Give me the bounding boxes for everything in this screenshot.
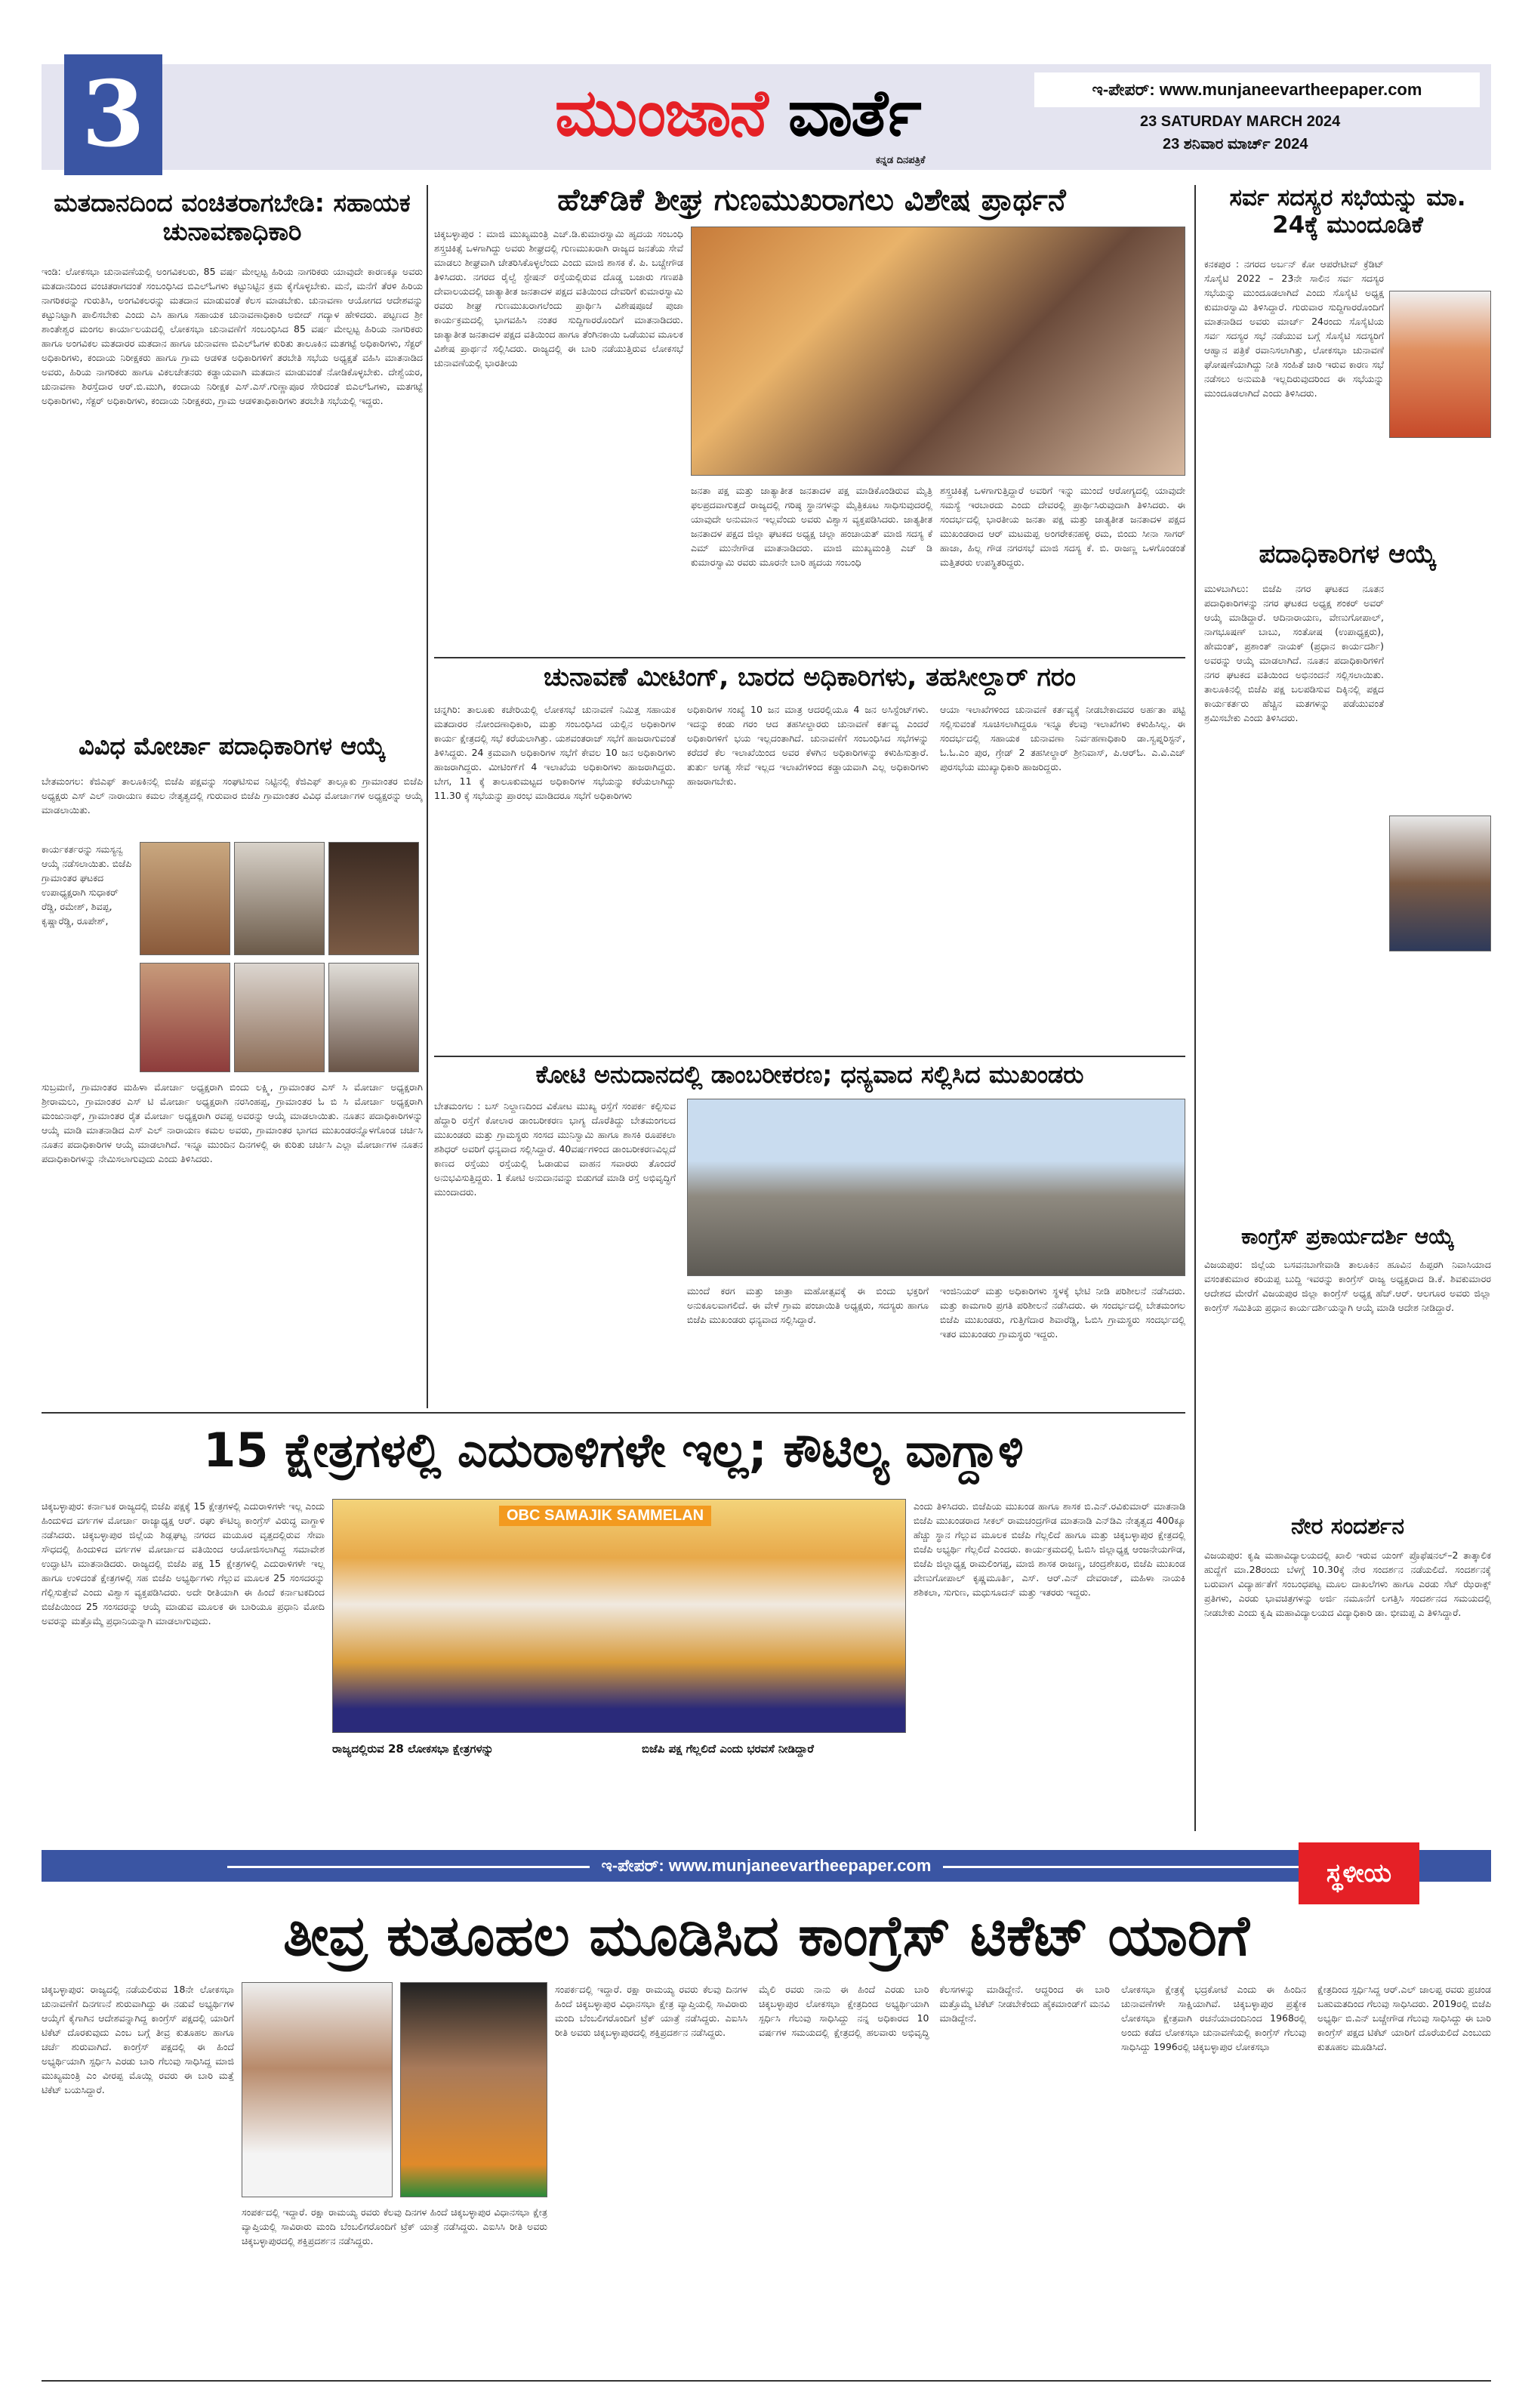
- page-number: 3: [64, 54, 162, 175]
- divider: [42, 1412, 1185, 1414]
- article-a11-col1: ಚಿಕ್ಕಬಳ್ಳಾಪುರ: ರಾಜ್ಯದಲ್ಲಿ ನಡೆಯಲಿರುವ 18ನೇ ಲೋಕಸಭಾ ಚುನಾವಣೆಗೆ ದಿನಗಣನೆ ಶುರುವಾಗಿದ್ದು ಈ ನಡುವೆ ಅಭ್ಯರ್ಥಿಗಳ ಆಯ್ಕೆಗೆ ಕೈಗಾಗಿನ ಆದೇಶವನ್ನಾಗಿದ್ದ ಕಾಂಗ್ರೆಸ್ ಪಕ್ಷದಲ್ಲಿ ಯಾರಿಗೆ ಟಿಕೆಟ್ ದೊರಕುವುದು ಎಂಬ ಬಗ್ಗೆ ತೀವ್ರ ಕುತೂಹಲ ಹಾಗೂ ಚರ್ಚೆ ಶುರುವಾಗಿದೆ. ಕಾಂಗ್ರೆಸ್ ಪಕ್ಷದಲ್ಲಿ ಈ ಹಿಂದೆ ಅಭ್ಯರ್ಥಿಯಾಗಿ ಸ್ಪರ್ಧಿಸಿ ಎರಡು ಬಾರಿ ಗೆಲುವು ಸಾಧಿಸಿದ್ದ ಮಾಜಿ ಮುಖ್ಯಮಂತ್ರಿ ಎಂ ವೀರಪ್ಪ ಮೊಯ್ಲಿ ರವರು ಈ ಬಾರಿ ಮತ್ತೆ ಟಿಕೆಟ್ ಬಯಸಿದ್ದಾರೆ.: [42, 1984, 234, 2095]
- headline-a9: ನೇರ ಸಂದರ್ಶನ: [1290, 1513, 1405, 1540]
- float-spacer: [1384, 816, 1491, 951]
- float-spacer: [1384, 257, 1491, 446]
- article-a9-body: ವಿಜಯಪುರ: ಕೃಷಿ ಮಹಾವಿದ್ಯಾಲಯದಲ್ಲಿ ಖಾಲಿ ಇರುವ ಯಂಗ್ ಪ್ರೊಫೆಷನಲ್–2 ತಾತ್ಕಾಲಿಕ ಹುದ್ದೆಗೆ ಮಾ.28ರಂದು ಬೆಳಗ್ಗೆ 10.30ಕ್ಕೆ ನೇರ ಸಂದರ್ಶನ ನಡೆಯಲಿದೆ. ಸಂದರ್ಶನಕ್ಕೆ ಬರುವಾಗ ವಿದ್ಯಾರ್ಹತೆಗೆ ಸಂಬಂಧಪಟ್ಟ ಮೂಲ ದಾಖಲೆಗಳು ಹಾಗೂ ಎರಡು ಸೆಟ್ ಝೆರಾಕ್ಸ್ ಪ್ರತಿಗಳು, ಎರಡು ಭಾವಚಿತ್ರಗಳನ್ನು ಅರ್ಜಿ ನಮೂನೆಗೆ ಲಗತ್ತಿಸಿ ಸಂದರ್ಶನದ ಸಮಯದಲ್ಲಿ ನೀಡಬೇಕು ಎಂದು ಕೃಷಿ ಮಹಾವಿದ್ಯಾಲಯದ ವಿದ್ಯಾಧಿಕಾರಿ ಡಾ. ಭೀಮಪ್ಪ ಎ ತಿಳಿಸಿದ್ದಾರೆ.: [1204, 1549, 1491, 1618]
- headline-a4: ಚುನಾವಣೆ ಮೀಟಿಂಗ್, ಬಾರದ ಅಧಿಕಾರಿಗಳು, ತಹಸೀಲ್ದಾರ್ ಗರಂ: [544, 662, 1076, 692]
- article-a7-body: [1204, 581, 1491, 1216]
- event-banner: OBC SAMAJIK SAMMELAN: [499, 1506, 711, 1526]
- photo-caption-left: ರಾಜ್ಯದಲ್ಲಿರುವ 28 ಲೋಕಸಭಾ ಕ್ಷೇತ್ರಗಳನ್ನು: [332, 1742, 494, 1756]
- article-a5-body2: ಮುಂದೆ ಕರಗ ಮತ್ತು ಜಾತ್ರಾ ಮಹೋತ್ಸವಕ್ಕೆ ಈ ಬಿಂದು ಭಕ್ತರಿಗೆ ಅನುಕೂಲವಾಗಲಿದೆ. ಈ ವೇಳೆ ಗ್ರಾಮ ಪಂಚಾಯಿತಿ ಅಧ್ಯಕ್ಷರು, ಸದಸ್ಯರು ಹಾಗೂ ಬಿಜೆಪಿ ಮುಖಂಡರು ಧನ್ಯವಾದ ಸಲ್ಲಿಸಿದ್ದಾರೆ.: [687, 1285, 929, 1325]
- portrait-photo: [234, 963, 325, 1072]
- headline-a8: ಕಾಂಗ್ರೆಸ್ ಪ್ರಕಾರ್ಯದರ್ಶಿ ಆಯ್ಕೆ: [1240, 1224, 1455, 1249]
- headline-a2: ವಿವಿಧ ಮೋರ್ಚಾ ಪದಾಧಿಕಾರಿಗಳ ಆಯ್ಕೆ: [79, 732, 386, 760]
- headline-a11: ತೀವ್ರ ಕುತೂಹಲ ಮೂಡಿಸಿದ ಕಾಂಗ್ರೆಸ್ ಟಿಕೆಟ್ ಯಾರಿಗೆ: [283, 1904, 1249, 1969]
- divider: [434, 657, 1185, 658]
- logo-black: ವಾರ್ತೆ: [787, 76, 920, 151]
- portrait-photo: [234, 842, 325, 955]
- headline-a6: ಸರ್ವ ಸದಸ್ಯರ ಸಭೆಯನ್ನು ಮಾ. 24ಕ್ಕೆ ಮುಂದೂಡಿಕೆ: [1229, 184, 1466, 239]
- date-english: 23 SATURDAY MARCH 2024: [1140, 113, 1341, 130]
- section-label: ಸ್ಥಳೀಯ: [1299, 1842, 1419, 1904]
- article-a1-body: ಇಂಡಿ: ಲೋಕಸಭಾ ಚುನಾವಣೆಯಲ್ಲಿ ಅಂಗವಿಕಲರು, 85 ವರ್ಷ ಮೇಲ್ಪಟ್ಟ ಹಿರಿಯ ನಾಗರಿಕರು ಯಾವುದೇ ಕಾರಣಕ್ಕೂ ಅವರು ಮತದಾನದಿಂದ ವಂಚಿತರಾಗದಂತೆ ಸಂಬಂಧಿಸಿದ ಬಿಎಲ್‌ಓಗಳು ಕಟ್ಟುನಿಟ್ಟಿನ ಕ್ರಮ ಕೈಗೊಳ್ಳಬೇಕು. ಮನೆ, ಮನೆಗೆ ತೆರಳಿ ಹಿರಿಯ ನಾಗರಿಕರನ್ನು ಗುರುತಿಸಿ, ಅಂಗವಿಕಲರನ್ನು ಮತದಾನ ಮಾಡುವಂತೆ ಕೆಲಸ ಮಾಡಬೇಕು. ಚುನಾವಣಾ ಆಯೋಗದ ಆದೇಶವನ್ನು ಕಟ್ಟುನಿಟ್ಟಾಗಿ ಪಾಲಿಸಬೇಕು ಎಂದು ಎಸಿ ಹಾಗೂ ಸಹಾಯಕ ಚುನಾವಣಾಧಿಕಾರಿ ಅಬೀದ್ ಗದ್ಯಾಳ ಹೇಳಿದರು. ಪಟ್ಟಣದ ಶ್ರೀ ಶಾಂತೇಶ್ವರ ಮಂಗಲ ಕಾರ್ಯಾಲಯದಲ್ಲಿ ಲೋಕಸಭಾ ಚುನಾವಣೆಗೆ ಸಂಬಂಧಿಸಿದ 85 ವರ್ಷ ಮೇಲ್ಪಟ್ಟ ಹಿರಿಯ ನಾಗರಿಕರು ಹಾಗೂ ಅಂಗವಿಕಲ ಮತದಾರರ ಮತದಾನ ಹಾಗೂ ಚುನಾವಣಾ ಬಿಎಲ್‌ಓಗಳ ಕುರಿತು ತಾಲೂಕಿನ ಮತಗಟ್ಟೆ ಅಧಿಕಾರಿಗಳು, ಸೆಕ್ಟರ್ ಅಧಿಕಾರಿಗಳು, ಕಂದಾಯ ನಿರೀಕ್ಷಕರು ಹಾಗೂ ಗ್ರಾಮ ಆಡಳಿತ ಅಧಿಕಾರಿಗಳಿಗೆ ತರಬೇತಿ ಸಭೆಯ ಅಧ್ಯಕ್ಷತೆ ವಹಿಸಿ ಮಾತನಾಡಿದ ಅವರು, ಹಿರಿಯ ನಾಗರಿಕರು ಹಾಗೂ ವಿಕಲಚೇತನರು ಕಡ್ಡಾಯವಾಗಿ ಮತದಾನ ಮಾಡುವಂತೆ ನೋಡಿಕೊಳ್ಳಬೇಕು. ದೇಶ್ವೆಯರ, ಚುನಾವಣಾ ಶಿರಸ್ತೆದಾರ ಆರ್.ಬಿ.ಮುಗಿ, ಕಂದಾಯ ನಿರೀಕ್ಷಕ ಎಸ್.ಎಸ್.ಗುಣ್ಣಾಪೂರ ಸೇರಿದಂತೆ ಬಿಎಲ್‌ಓಗಳು, ಮತಗಟ್ಟೆ ಅಧಿಕಾರಿಗಳು, ಸೆಕ್ಟರ್ ಅಧಿಕಾರಿಗಳು, ಕಂದಾಯ ನಿರೀಕ್ಷಕರು, ಗ್ರಾಮ ಆಡಳಿತಾಧಿಕಾರಿಗಳು ತರಬೇತಿ ಸಭೆಯಲ್ಲಿ ಇದ್ದರು.: [42, 266, 423, 406]
- article-a11-col4: ಲೋಕಸಭಾ ಕ್ಷೇತ್ರಕ್ಕೆ ಭದ್ರಕೋಟೆ ಎಂದು ಈ ಹಿಂದಿನ ಚುನಾವಣೆಗಳೇ ಸಾಕ್ಷಿಯಾಗಿವೆ. ಚಿಕ್ಕಬಳ್ಳಾಪುರ ಪ್ರತ್ಯೇಕ ಲೋಕಸಭಾ ಕ್ಷೇತ್ರವಾಗಿ ರಚನೆಯಾದಂದಿನಿಂದ 1968ರಲ್ಲಿ ಅಂದು ಕಡೆದ ಲೋಕಸಭಾ ಚುನಾವಣೆಯಲ್ಲಿ ಕಾಂಗ್ರೆಸ್ ಗೆಲುವು ಸಾಧಿಸಿದ್ದು 1996ರಲ್ಲಿ ಚಿಕ್ಕಬಳ್ಳಾಪುರ ಲೋಕಸಭಾ: [1121, 1984, 1306, 2052]
- article-a11-col3: ಮೈಲಿ ರವರು ನಾನು ಈ ಹಿಂದೆ ಎರಡು ಬಾರಿ ಚಿಕ್ಕಬಳ್ಳಾಪುರ ಲೋಕಸಭಾ ಕ್ಷೇತ್ರದಿಂದ ಅಭ್ಯರ್ಥಿಯಾಗಿ ಸ್ಪರ್ಧಿಸಿ ಗೆಲುವು ಸಾಧಿಸಿದ್ದು ನನ್ನ ಅಧಿಕಾರದ 10 ವರ್ಷಗಳ ಸಮಯದಲ್ಲಿ ಕ್ಷೇತ್ರದಲ್ಲಿ ಹಲವಾರು ಅಭಿವೃದ್ಧಿ ಕೆಲಸಗಳನ್ನು ಮಾಡಿದ್ದೇನೆ. ಆದ್ದರಿಂದ ಈ ಬಾರಿ ಮತ್ತೊಮ್ಮೆ ಟಿಕೆಟ್ ನೀಡಬೇಕೆಂದು ಹೈಕಮಾಂಡ್‌ಗೆ ಮನವಿ ಮಾಡಿದ್ದೇನೆ.: [759, 1984, 1110, 2038]
- logo-red: ಮುಂಜಾನೆ: [555, 76, 767, 151]
- headline-a5: ಕೋಟಿ ಅನುದಾನದಲ್ಲಿ ಡಾಂಬರೀಕರಣ; ಧನ್ಯವಾದ ಸಲ್ಲಿಸಿದ ಮುಖಂಡರು: [535, 1060, 1084, 1089]
- epaper-link[interactable]: ಇ-ಪೇಪರ್: www.munjaneevartheepaper.com: [1034, 72, 1480, 107]
- portrait-photo: [140, 963, 230, 1072]
- tagline: ಕನ್ನಡ ದಿನಪತ್ರಿಕೆ: [876, 155, 926, 166]
- article-a11-col2: ಸಂಪರ್ಕದಲ್ಲಿ ಇದ್ದಾರೆ. ರಕ್ಷಾ ರಾಮಯ್ಯ ರವರು ಕೆಲವು ದಿನಗಳ ಹಿಂದೆ ಚಿಕ್ಕಬಳ್ಳಾಪುರ ವಿಧಾನಸಭಾ ಕ್ಷೇತ್ರ ವ್ಯಾಪ್ತಿಯಲ್ಲಿ ಸಾವಿರಾರು ಮಂದಿ ಬೆಂಬಲಿಗರೊಂದಿಗೆ ಟ್ರೆಕ್ ಯಾತ್ರೆ ನಡೆಸಿದ್ದರು. ಎಐಸಿಸಿ ರೀತಿ ಅವರು ಚಿಕ್ಕಬಳ್ಳಾಪುರದಲ್ಲಿ ಶಕ್ತಿಪ್ರದರ್ಶನ ನಡೆಸಿದ್ದರು.: [242, 2206, 547, 2246]
- column-divider: [427, 185, 428, 1408]
- article-a11-col5: ಕ್ಷೇತ್ರದಿಂದ ಸ್ಪರ್ಧಿಸಿದ್ದ ಆರ್.ಎಲ್ ಜಾಲಪ್ಪ ರವರು ಪ್ರಚಂಡ ಬಹುಮತದಿಂದ ಗೆಲುವು ಸಾಧಿಸಿದರು. 2019ರಲ್ಲಿ ಬಿಜೆಪಿ ಅಭ್ಯರ್ಥಿ ಬಿ.ಎನ್ ಬಚ್ಚೇಗೌಡ ಗೆಲುವು ಸಾಧಿಸಿದ್ದು ಈ ಬಾರಿ ಕಾಂಗ್ರೆಸ್ ಪಕ್ಷದ ಟಿಕೆಟ್ ಯಾರಿಗೆ ದೊರೆಯಲಿದೆ ಎಂಬುದು ಕುತೂಹಲ ಮೂಡಿಸಿದೆ.: [1317, 1984, 1491, 2052]
- epaper-bar: [42, 1850, 1491, 1882]
- newspaper-logo: [555, 76, 920, 153]
- article-a3-body2: ಜನತಾ ಪಕ್ಷ ಮತ್ತು ಜಾತ್ಯಾತೀತ ಜನತಾದಳ ಪಕ್ಷ ಮಾಡಿಕೊಂಡಿರುವ ಮೈತ್ರಿ ಫಲಪ್ರದವಾಗುತ್ತದೆ ರಾಜ್ಯದಲ್ಲಿ ಗರಿಷ್ಠ ಸ್ಥಾನಗಳನ್ನು ಮೈತ್ರಿಕೂಟ ಸಾಧಿಸುವುದರಲ್ಲಿ ಯಾವುದೇ ಅನುಮಾನ ಇಲ್ಲವೆಂದು ಅವರು ವಿಶ್ವಾಸ ವ್ಯಕ್ತಪಡಿಸಿದರು. ಜಾತ್ಯತೀತ ಜನತಾದಳ ಪಕ್ಷದ ಜಿಲ್ಲಾ ಘಟಕದ ಅಧ್ಯಕ್ಷ ಚಲ್ಲಾ ಹಂಚಾಯತ್ ಮಾಜಿ ಸದಸ್ಯ ಕೆ ಎಮ್ ಮುನೇಗೌಡ ಮಾತನಾಡಿದರು. ಮಾಜಿ ಮುಖ್ಯಮಂತ್ರಿ ಎಚ್ ಡಿ ಕುಮಾರಸ್ವಾಮಿ ರವರು ಮೂರನೇ ಬಾರಿ ಹೃದಯ ಸಂಬಂಧಿ: [691, 485, 932, 568]
- portrait-photo-raksha: [400, 1982, 547, 2197]
- article-a3-body: ಚಿಕ್ಕಬಳ್ಳಾಪುರ : ಮಾಜಿ ಮುಖ್ಯಮಂತ್ರಿ ಎಚ್.ಡಿ.ಕುಮಾರಸ್ವಾಮಿ ಹೃದಯ ಸಂಬಂಧಿ ಶಸ್ತ್ರಚಿಕಿತ್ಸೆ ಒಳಗಾಗಿದ್ದು ಅವರು ಶೀಘ್ರದಲ್ಲಿ ಗುಣಮುಖರಾಗಿ ರಾಜ್ಯದ ಜನತೆಯ ಸೇವೆ ಮಾಡಲು ಶೀಘ್ರವಾಗಿ ಚೇತರಿಸಿಕೊಳ್ಳಲೆಂದು ಎಂದು ಮಾಜಿ ಶಾಸಕ ಕೆ. ಪಿ. ಬಚ್ಚೇಗೌಡ ತಿಳಿಸಿದರು. ನಗರದ ರೈಲ್ವೆ ಸ್ಟೇಷನ್ ರಸ್ತೆಯಲ್ಲಿರುವ ದೊಡ್ಡ ಬಜಾರು ಗಣಪತಿ ದೇವಾಲಯದಲ್ಲಿ ಜಾತ್ಯಾತೀತ ಜನತಾದಳ ಪಕ್ಷದ ವತಿಯಿಂದ ದೇವರಿಗೆ ಕುಮಾರಸ್ವಾಮಿ ರವರು ಶೀಘ್ರ ಗುಣಮುಖರಾಗಲೆಂದು ಪ್ರಾರ್ಥಿಸಿ ವಿಶೇಷಪೂಜೆ ಪುಜಾ ಕಾರ್ಯಕ್ರಮದಲ್ಲಿ ಭಾಗವಹಿಸಿ ನಂತರ ಸುದ್ದಿಗಾರರೊಂದಿಗೆ ಮಾತನಾಡಿದರು. ಜಾತ್ಯಾತೀತ ಜನತಾದಳ ಪಕ್ಷದ ವತಿಯಿಂದ ಹಾಗೂ ತೆಂಗಿನಕಾಯಿ ಒಡೆಯುವ ಮೂಲಕ ವಿಶೇಷ ಪ್ರಾರ್ಥನೆ ಸಲ್ಲಿಸಿದರು. ರಾಜ್ಯದಲ್ಲಿ ಈ ಬಾರಿ ನಡೆಯುತ್ತಿರುವ ಲೋಕಸಭೆ ಚುನಾವಣೆಯಲ್ಲಿ ಭಾರತೀಯ: [434, 228, 683, 368]
- divider: [434, 1056, 1185, 1057]
- article-a10-body2: ಎಂದು ತಿಳಿಸಿದರು. ಬಿಜೆಪಿಯ ಮುಖಂಡ ಹಾಗೂ ಶಾಸಕ ಬಿ.ಎನ್.ರವಿಕುಮಾರ್ ಮಾತನಾಡಿ ಬಿಜೆಪಿ ಮುಖಂಡರಾದ ಸೀಕಲ್ ರಾಮಚಂದ್ರಗೌಡ ಮಾತನಾಡಿ ಎನ್‌ಡಿಎ ನೇತೃತ್ವದ 400ಕ್ಕೂ ಹೆಚ್ಚು ಸ್ಥಾನ ಗೆಲ್ಲುವ ಮೂಲಕ ಬಿಜೆಪಿ ಗೆಲ್ಲಲಿದೆ ಹಾಗೂ ಮತ್ತು ಚಿಕ್ಕಬಳ್ಳಾಪುರ ಕ್ಷೇತ್ರದಲ್ಲಿ ಬಿಜೆಪಿ ಅಭ್ಯರ್ಥಿ ಗೆಲ್ಲಲಿದೆ ಎಂದರು. ಕಾರ್ಯಕ್ರಮದಲ್ಲಿ ಓಬಿಸಿ ಜಿಲ್ಲಾಧ್ಯಕ್ಷ ಆಂಜನೇಯಗೌಡ, ಬಿಜೆಪಿ ಜಿಲ್ಲಾಧ್ಯಕ್ಷ ರಾಮಲಿಂಗಪ್ಪ, ಮಾಜಿ ಶಾಸಕ ರಾಜಣ್ಣ, ಚಂದ್ರಶೇಖರ, ಬಿಜೆಪಿ ಮುಖಂಡ ವೇಣುಗೋಪಾಲ್ ಕೃಷ್ಣಮೂರ್ತಿ, ಎಸ್. ಆರ್.ಎನ್ ದೇವರಾಜ್, ಮಹಿಳಾ ನಾಯಕಿ ಶಶಿಕಲಾ, ಸುಗುಣ, ಮಧುಸೂದನ್ ಮತ್ತು ಇತರರು ಇದ್ದರು.: [914, 1500, 1185, 1598]
- headline-a3: ಹೆಚ್‌ಡಿಕೆ ಶೀಘ್ರ ಗುಣಮುಖರಾಗಲು ವಿಶೇಷ ಪ್ರಾರ್ಥನೆ: [557, 183, 1066, 217]
- portrait-photo: [140, 842, 230, 955]
- road-work-photo: [687, 1099, 1185, 1276]
- headline-a10: 15 ಕ್ಷೇತ್ರಗಳಲ್ಲಿ ಎದುರಾಳಿಗಳೇ ಇಲ್ಲ; ಕೌಟಿಲ್ಯ ವಾಗ್ದಾಳಿ: [203, 1423, 1024, 1478]
- article-a6-body: [1204, 257, 1491, 532]
- portrait-photo: [328, 842, 419, 955]
- photo-caption-right: ಬಿಜೆಪಿ ಪಕ್ಷ ಗೆಲ್ಲಲಿದೆ ಎಂದು ಭರವಸೆ ನೀಡಿದ್ದಾರೆ: [642, 1742, 814, 1756]
- article-a8-body: ವಿಜಯಪುರ: ಜಿಲ್ಲೆಯ ಬಸವನಬಾಗೇವಾಡಿ ತಾಲೂಕಿನ ಹೂವಿನ ಹಿಪ್ಪರಗಿ ನಿವಾಸಿಯಾದ ವಸಂತಕುಮಾರ ಕರಿಯಪ್ಪ ಬುದ್ದಿ ಇವರನ್ನು ಕಾಂಗ್ರೆಸ್ ರಾಜ್ಯ ಅಧ್ಯಕ್ಷರಾದ ಡಿ.ಕೆ. ಶಿವಕುಮಾರರ ಆದೇಶದ ಮೇರೆಗೆ ವಿಜಯಪುರ ಜಿಲ್ಲಾ ಕಾಂಗ್ರೆಸ್ ಅಧ್ಯಕ್ಷ ಹೆಚ್.ಆರ್. ಆಲಗೂರ ಅವರು ಜಿಲ್ಲಾ ಕಾಂಗ್ರೆಸ್ ಸಮಿತಿಯ ಪ್ರಧಾನ ಕಾರ್ಯದರ್ಶಿಯನ್ನಾಗಿ ಆಯ್ಕೆ ಮಾಡಿ ಆದೇಶ ನೀಡಿದ್ದಾರೆ.: [1204, 1259, 1491, 1313]
- article-a4-body3: ಆಯಾ ಇಲಾಖೆಗಳಿಂದ ಚುನಾವಣೆ ಕರ್ತವ್ಯಕ್ಕೆ ನೀಡಬೇಕಾದವರ ಅರ್ಹತಾ ಪಟ್ಟಿ ಸಲ್ಲಿಸುವಂತೆ ಸೂಚಿಸಲಾಗಿದ್ದರೂ ಇನ್ನೂ ಕೆಲವು ಇಲಾಖೆಗಳು ಕಳುಹಿಸಿಲ್ಲ. ಈ ಸಂದರ್ಭದಲ್ಲಿ ಸಹಾಯಕ ಚುನಾವಣಾ ನಿರ್ವಹಣಾಧಿಕಾರಿ ಡಾ.ಸ್ವಪ್ನರಿಸ್ಟನ್, ಓ.ಓ.ಎಂ ಪುರ, ಗ್ರೇಡ್ 2 ತಹಸೀಲ್ದಾರ್ ಶ್ರೀನಿವಾಸ್, ಪಿ.ಆರ್‌ಓ. ಎ.ವಿ.ಎಚ್ ಪುರಸಭೆಯ ಮುಖ್ಯಾಧಿಕಾರಿ ಹಾಜರಿದ್ದರು.: [940, 704, 1185, 772]
- portrait-photo: [328, 963, 419, 1072]
- page-bottom-rule: [42, 2380, 1491, 2382]
- column-divider: [1194, 185, 1196, 1831]
- article-a5-body: ಬೇತಮಂಗಲ : ಬಸ್ ನಿಲ್ದಾಣದಿಂದ ವಿಕೋಟ ಮುಖ್ಯ ರಸ್ತೆಗೆ ಸಂಪರ್ಕ ಕಲ್ಪಿಸುವ ಹೆದ್ದಾರಿ ರಸ್ತೆಗೆ ಕೋಲಾರ ಡಾಂಬರೀಕರಣ ಭಾಗ್ಯ ದೊರೆತಿದ್ದು ಬೇತಮಂಗಲದ ಮುಖಂಡರು ಮತ್ತು ಗ್ರಾಮಸ್ಥರು ಸಂಸದ ಮುನಿಸ್ವಾಮಿ ಹಾಗೂ ಶಾಸಕಿ ರೂಪಕಲಾ ಶಶಿಧರ್ ಅವರಿಗೆ ಧನ್ಯವಾದ ಸಲ್ಲಿಸಿದ್ದಾರೆ. 40ವರ್ಷಗಳಿಂದ ಡಾಂಬರೀಕರಣವಿಲ್ಲದೆ ಕಾಣದ ರಸ್ತೆಯು ರಸ್ತೆಯಲ್ಲಿ ಓಡಾಡುವ ವಾಹನ ಸವಾರರು ತೊಂದರೆ ಅನುಭವಿಸುತ್ತಿದ್ದರು. 1 ಕೋಟಿ ಅನುದಾನವನ್ನು ಬಿಡುಗಡೆ ಮಾಡಿ ರಸ್ತೆ ಅಭಿವೃದ್ಧಿಗೆ ಮುಂದಾದರು.: [434, 1100, 676, 1198]
- prayer-photo: [691, 227, 1185, 476]
- epaper-bar-link[interactable]: ಇ-ಪೇಪರ್: www.munjaneevartheepaper.com: [601, 1856, 932, 1875]
- article-a11-col2b: ಸಂಪರ್ಕದಲ್ಲಿ ಇದ್ದಾರೆ. ರಕ್ಷಾ ರಾಮಯ್ಯ ರವರು ಕೆಲವು ದಿನಗಳ ಹಿಂದೆ ಚಿಕ್ಕಬಳ್ಳಾಪುರ ವಿಧಾನಸಭಾ ಕ್ಷೇತ್ರ ವ್ಯಾಪ್ತಿಯಲ್ಲಿ ಸಾವಿರಾರು ಮಂದಿ ಬೆಂಬಲಿಗರೊಂದಿಗೆ ಟ್ರೆಕ್ ಯಾತ್ರೆ ನಡೆಸಿದ್ದರು. ಎಐಸಿಸಿ ರೀತಿ ಅವರು ಚಿಕ್ಕಬಳ್ಳಾಪುರದಲ್ಲಿ ಶಕ್ತಿಪ್ರದರ್ಶನ ನಡೆಸಿದ್ದರು.: [555, 1984, 747, 2038]
- article-a7-text: ಮುಳಬಾಗಿಲು: ಬಿಜೆಪಿ ನಗರ ಘಟಕದ ನೂತನ ಪದಾಧಿಕಾರಿಗಳನ್ನು ನಗರ ಘಟಕದ ಅಧ್ಯಕ್ಷ ಶಂಕರ್ ಅವರ್ ಆಯ್ಕೆ ಮಾಡಿದ್ದಾರೆ. ಆದಿನಾರಾಯಣ, ವೇಣುಗೋಪಾಲ್, ನಾಗಭೂಷಣ್ ಬಾಬು, ಸಂತೋಷ (ಉಪಾಧ್ಯಕ್ಷರು), ಹೇಮಂತ್, ಪ್ರಶಾಂತ್ ನಾಯಕ್ (ಪ್ರಧಾನ ಕಾರ್ಯದರ್ಶಿ) ಅವರನ್ನು ಆಯ್ಕೆ ಮಾಡಲಾಗಿದೆ. ನೂತನ ಪದಾಧಿಕಾರಿಗಳಿಗೆ ನಗರ ಘಟಕದ ವತಿಯಿಂದ ಅಭಿನಂದನೆ ಸಲ್ಲಿಸಲಾಯಿತು. ತಾಲೂಕಿನಲ್ಲಿ ಬಿಜೆಪಿ ಪಕ್ಷ ಬಲಪಡಿಸುವ ದಿಕ್ಕಿನಲ್ಲಿ ಪಕ್ಷದ ಕಾರ್ಯಕರ್ತರು ಹೆಚ್ಚಿನ ಮತಗಳನ್ನು ಪಡೆಯುವಂತೆ ಶ್ರಮಿಸಬೇಕು ಎಂದು ತಿಳಿಸಿದರು.: [1204, 583, 1384, 723]
- article-a2-body: ಬೇತಮಂಗಲ: ಕೆಜಿಎಫ್ ತಾಲೂಕಿನಲ್ಲಿ ಬಿಜೆಪಿ ಪಕ್ಷವನ್ನು ಸಂಘಟಿಸುವ ನಿಟ್ಟಿನಲ್ಲಿ ಕೆಜಿಎಫ್ ತಾಲ್ಲೂಕು ಗ್ರಾಮಾಂತರ ಬಿಜೆಪಿ ಅಧ್ಯಕ್ಷರು ಎಸ್ ಎಲ್ ನಾರಾಯಣ ಕಮಲ ನೇತೃತ್ವದಲ್ಲಿ ಗುರುವಾರ ಬಿಜೆಪಿ ಗ್ರಾಮಾಂತರ ವಿವಿಧ ಮೋರ್ಚಾಗಳ ಅಧ್ಯಕ್ಷರನ್ನು ಆಯ್ಕೆ ಮಾಡಲಾಯಿತು.: [42, 775, 423, 816]
- portrait-photo-moily: [242, 1982, 393, 2197]
- article-a3-body3: ಶಸ್ತ್ರಚಿಕಿತ್ಸೆ ಒಳಗಾಗುತ್ತಿದ್ದಾರೆ ಅವರಿಗೆ ಇನ್ನು ಮುಂದೆ ಆರೋಗ್ಯದಲ್ಲಿ ಯಾವುದೇ ಸಮಸ್ಯೆ ಇರಬಾರದು ಎಂದು ದೇವರಲ್ಲಿ ಪ್ರಾರ್ಥಿಸಿರುವುದಾಗಿ ತಿಳಿಸಿದರು. ಈ ಸಂದರ್ಭದಲ್ಲಿ ಭಾರತೀಯ ಜನತಾ ಪಕ್ಷ ಮತ್ತು ಜಾತ್ಯತೀತ ಜನತಾದಳ ಪಕ್ಷದ ಮುಖಂಡರಾದ ಆರ್ ಮಟಮಪ್ಪ ಅಂಗರೇಕನಹಳ್ಳಿ ರಮ, ಬಿಂದು ಸೀನಾ ಸಾಗರ್ ಹಾಜಾ, ಹಿಲ್ಲ ಗೌಡ ನಗರಸಭೆ ಮಾಜಿ ಸದಸ್ಯ ಕೆ. ಬಿ. ರಾಜಣ್ಣ ಒಳಗೊಂಡಂತೆ ಮತ್ತಿತರರು ಉಪಸ್ಥಿತರಿದ್ದರು.: [940, 485, 1185, 568]
- event-photo: [332, 1499, 906, 1733]
- article-a5-body3: ಇಂಜಿನಿಯರ್ ಮತ್ತು ಅಧಿಕಾರಿಗಳು ಸ್ಥಳಕ್ಕೆ ಭೇಟಿ ನೀಡಿ ಪರಿಶೀಲನೆ ನಡೆಸಿದರು. ಮತ್ತು ಕಾಮಗಾರಿ ಪ್ರಗತಿ ಪರಿಶೀಲನೆ ನಡೆಸಿದರು. ಈ ಸಂದರ್ಭದಲ್ಲಿ ಬೇತಮಂಗಲ ಬಿಜೆಪಿ ಮುಖಂಡರು, ಗುತ್ತಿಗೆದಾರ ಶಿವಾರೆಡ್ಡಿ, ಓಬಿಸಿ ಗ್ರಾಮಸ್ಥರು ಸಂದರ್ಭದಲ್ಲಿ ಇತರ ಮುಖಂಡರು ಗ್ರಾಮಸ್ಥರು ಇದ್ದರು.: [940, 1285, 1185, 1340]
- headline-a7: ಪದಾಧಿಕಾರಿಗಳ ಆಯ್ಕೆ: [1259, 539, 1437, 569]
- article-a4-body: ಚನ್ನಗಿರಿ: ತಾಲೂಕು ಕಚೇರಿಯಲ್ಲಿ ಲೋಕಸಭೆ ಚುನಾವಣೆ ನಿಮಿತ್ತ ಸಹಾಯಕ ಮತದಾರರ ನೋಂದಣಾಧಿಕಾರಿ, ಮತ್ತು ಸಂಬಂಧಿಸಿದ ಯಲ್ಲಿನ ಅಧಿಕಾರಿಗಳ ಕಾರ್ಯ ಕ್ಷೇತ್ರದಲ್ಲಿ ಸಭೆ ಕರೆಯಲಾಗಿತ್ತು. ಯಶವಂತರಾಜ್ ಸಭೆಗೆ ಹಾಜರಾಗುವಂತೆ ತಿಳಿಸಿದ್ದರು. 24 ಕ್ರಮವಾಗಿ ಅಧಿಕಾರಿಗಳ ಸಭೆಗೆ ಕೇವಲ 10 ಜನ ಅಧಿಕಾರಿಗಳು ಹಾಜರಾಗಿದ್ದರು. ಮೀಟಿಂಗ್‌ಗೆ 4 ಇಲಾಖೆಯ ಅಧಿಕಾರಿಗಳು ಹಾಜರಾಗಿದ್ದರು. ಬೇಗ, 11 ಕ್ಕೆ ತಾಲೂಕುಮಟ್ಟದ ಅಧಿಕಾರಿಗಳ ಸಭೆಯನ್ನು ಕರೆಯಲಾಗಿದ್ದು 11.30 ಕ್ಕೆ ಸಭೆಯನ್ನು ಪ್ರಾರಂಭ ಮಾಡಿದರೂ ಸಭೆಗೆ ಅಧಿಕಾರಿಗಳು: [434, 704, 676, 801]
- article-a2-side: ಕಾರ್ಯಕರ್ತರನ್ನು ಸಮಸ್ಯನ್ವ ಆಯ್ಕೆ ನಡೆಸಲಾಯಿತು. ಬಿಜೆಪಿ ಗ್ರಾಮಾಂತರ ಘಟಕದ ಉಪಾಧ್ಯಕ್ಷರಾಗಿ ಸುಧಾಕರ್ ರೆಡ್ಡಿ, ರಮೇಶ್, ಶಿವಪ್ಪ, ಕೃಷ್ಣಾರೆಡ್ಡಿ, ರೂಪೇಶ್,: [42, 843, 132, 927]
- article-a6-text: ಕನಕಪುರ : ನಗರದ ಅರ್ಬನ್ ಕೋ ಆಪರೇಟೀವ್ ಕ್ರೆಡಿಟ್ ಸೊಸೈಟಿ 2022 – 23ನೇ ಸಾಲಿನ ಸರ್ವ ಸದಸ್ಯರ ಸಭೆಯನ್ನು ಮುಂದೂಡಲಾಗಿದೆ ಎಂದು ಸೊಸೈಟಿ ಅಧ್ಯಕ್ಷ ಕುಮಾರಸ್ವಾಮಿ ತಿಳಿಸಿದ್ದಾರೆ. ಗುರುವಾರ ಸುದ್ದಿಗಾರರೊಂದಿಗೆ ಮಾತನಾಡಿದ ಅವರು ಮಾರ್ಚ್ 24ರಂದು ಸೊಸೈಟಿಯ ಸರ್ವ ಸದಸ್ಯರ ಸಭೆ ನಡೆಯುವ ಬಗ್ಗೆ ಸೊಸೈಟಿ ಸದಸ್ಯರಿಗೆ ಆಹ್ವಾನ ಪತ್ರಿಕೆ ರವಾನಿಸಲಾಗಿತ್ತು, ಲೋಕಸಭಾ ಚುನಾವಣೆ ಘೋಷಣೆಯಾಗಿದ್ದು ನೀತಿ ಸಂಹಿತೆ ಜಾರಿ ಇರುವ ಕಾರಣ ಸಭೆ ನಡೆಸಲು ಅನುಮತಿ ಇಲ್ಲದಿರುವುದರಿಂದ ಈ ಸಭೆಯನ್ನು ಮುಂದೂಡಲಾಗಿದೆ ಎಂದು ತಿಳಿಸಿದರು.: [1204, 258, 1384, 399]
- article-a10-body: ಚಿಕ್ಕಬಳ್ಳಾಪುರ: ಕರ್ನಾಟಕ ರಾಜ್ಯದಲ್ಲಿ ಬಿಜೆಪಿ ಪಕ್ಷಕ್ಕೆ 15 ಕ್ಷೇತ್ರಗಳಲ್ಲಿ ಎದುರಾಳಿಗಳೇ ಇಲ್ಲ ಎಂದು ಹಿಂದುಳಿದ ವರ್ಗಗಳ ಮೋರ್ಚಾ ರಾಜ್ಯಾಧ್ಯಕ್ಷ ಆರ್. ರಘು ಕೌಟಿಲ್ಯ ಕಾಂಗ್ರೆಸ್ ವಿರುದ್ಧ ವಾಗ್ದಾಳಿ ನಡೆಸಿದರು. ಚಿಕ್ಕಬಳ್ಳಾಪುರ ಜಿಲ್ಲೆಯ ಶಿಡ್ಲಘಟ್ಟ ನಗರದ ಮಯೂರ ವೃತ್ತದಲ್ಲಿರುವ ಸೇವಾ ಸೌಧದಲ್ಲಿ ಹಿಂದುಳಿದ ವರ್ಗಗಳ ಮೋರ್ಚಾದ ವತಿಯಿಂದ ಆಯೋಜಿಸಲಾಗಿದ್ದ ಸಮಾವೇಶ ಉದ್ಘಾಟಿಸಿ ಮಾತನಾಡಿದರು. ರಾಜ್ಯದಲ್ಲಿ ಬಿಜೆಪಿ ಪಕ್ಷ 15 ಕ್ಷೇತ್ರಗಳಲ್ಲಿ ಎದುರಾಳಿಗಳೇ ಇಲ್ಲ ಹಾಗೂ ಉಳಿದಂತೆ ಕ್ಷೇತ್ರಗಳಲ್ಲಿ ಸಹ ಬಿಜೆಪಿ ಅಭ್ಯರ್ಥಿಗಳು ಗೆಲ್ಲುವ ಮೂಲಕ 25 ಸಂಸದರನ್ನು ಗೆಲ್ಲಿಸುತ್ತೇವೆ ಎಂದು ವಿಶ್ವಾಸ ವ್ಯಕ್ತಪಡಿಸಿದರು. ಅದೇ ರೀತಿಯಾಗಿ ಈ ಹಿಂದೆ ಕರ್ನಾಟಕದಿಂದ ಬಿಜೆಪಿಯಿಂದ 25 ಸಂಸದರನ್ನು ಆಯ್ಕೆ ಮಾಡುವ ಮೂಲಕ ಈ ಬಾರಿಯೂ ಪ್ರಧಾನಿ ಮೋದಿ ಅವರನ್ನು ಮತ್ತೊಮ್ಮೆ ಪ್ರಧಾನಿಯನ್ನಾಗಿ ಮಾಡಲಾಗುವುದು.: [42, 1500, 325, 1626]
- headline-a1: ಮತದಾನದಿಂದ ವಂಚಿತರಾಗಬೇಡಿ: ಸಹಾಯಕ ಚುನಾವಣಾಧಿಕಾರಿ: [54, 188, 411, 246]
- article-a4-body2: ಅಧಿಕಾರಿಗಳ ಸಂಖ್ಯೆ 10 ಜನ ಮಾತ್ರ ಆದರಲ್ಲಿಯೂ 4 ಜನ ಅಸಿಸ್ಟೆಂಟ್‌ಗಳು. ಇದನ್ನು ಕಂಡು ಗರಂ ಆದ ತಹಸೀಲ್ದಾರರು ಚುನಾವಣೆ ಕರ್ತವ್ಯ ಎಂದರೆ ಅಧಿಕಾರಿಗಳಿಗೆ ಭಯ ಇಲ್ಲದಂತಾಗಿದೆ. ಚುನಾವಣೆಗೆ ಸಂಬಂಧಿಸಿದ ಸಭೆಗಳನ್ನು ಕರೆದರೆ ಕೆಲ ಇಲಾಖೆಯಿಂದ ಅವರ ಕೆಳಗಿನ ಅಧಿಕಾರಿಗಳನ್ನು ಕಳುಹಿಸುತ್ತಾರೆ. ತುರ್ತು ಅಗತ್ಯ ಸೇವೆ ಇಲ್ಲದ ಇಲಾಖೆಗಳಿಂದ ಕಡ್ಡಾಯವಾಗಿ ಎಲ್ಲ ಅಧಿಕಾರಿಗಳು ಹಾಜರಾಗಬೇಕು.: [687, 704, 929, 787]
- article-a2-body2: ಸುಬ್ರಮಣಿ, ಗ್ರಾಮಾಂತರ ಮಹಿಳಾ ಮೋರ್ಚಾ ಅಧ್ಯಕ್ಷರಾಗಿ ಬಿಂದು ಲಕ್ಷ್ಮಿ, ಗ್ರಾಮಾಂತರ ಎಸ್ ಸಿ ಮೋರ್ಚಾ ಅಧ್ಯಕ್ಷರಾಗಿ ಶ್ರೀರಾಮಲು, ಗ್ರಾಮಾಂತರ ಎಸ್ ಟಿ ಮೋರ್ಚಾ ಅಧ್ಯಕ್ಷರಾಗಿ ನರಸಿಂಹಪ್ಪ, ಗ್ರಾಮಾಂತರ ಓ ಬಿ ಸಿ ಮೋರ್ಚಾ ಅಧ್ಯಕ್ಷರಾಗಿ ಮಂಜುನಾಥ್, ಗ್ರಾಮಾಂತರ ರೈತ ಮೋರ್ಚಾ ಅಧ್ಯಕ್ಷರಾಗಿ ರವಪ್ಪ ಅವರನ್ನು ಆಯ್ಕೆ ಮಾಡಲಾಯಿತು. ನೂತನ ಪದಾಧಿಕಾರಿಗಳನ್ನು ಆಯ್ಕೆ ಮಾಡಿ ಮಾತನಾಡಿದ ಎಸ್ ಎಲ್ ನಾರಾಯಣ ಕಮಲ ಅವರು, ಗ್ರಾಮಾಂತರ ಭಾಗದ ಮುಖಂಡರನ್ನೊಳಗೊಂಡ ಚರ್ಚಿಸಿ ನೂತನ ಪದಾಧಿಕಾರಿಗಳ ಆಯ್ಕೆ ಮಾಡಲಾಗಿದೆ. ಇನ್ನೂ ಮುಂದಿನ ದಿನಗಳಲ್ಲಿ ಈ ಕುರಿತು ಚರ್ಚಿಸಿ ಎಲ್ಲಾ ಮೋರ್ಚಾಗಳ ನೂತನ ಪದಾಧಿಕಾರಿಗಳನ್ನು ನೇಮಿಸಲಾಗುವುದು ಎಂದು ತಿಳಿಸಿದರು.: [42, 1081, 423, 1164]
- date-kannada: 23 ಶನಿವಾರ ಮಾರ್ಚ್ 2024: [1163, 136, 1308, 153]
